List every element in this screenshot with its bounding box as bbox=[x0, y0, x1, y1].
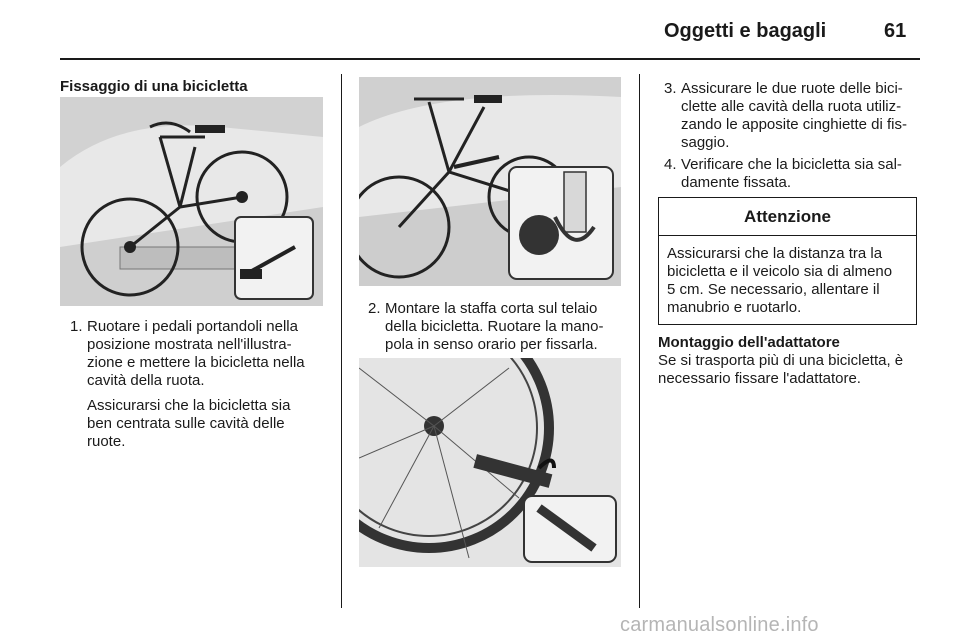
section-heading-adapter: Montaggio dell'adattatore bbox=[658, 334, 840, 351]
step-3-line-3: zando le apposite cinghiette di fis- bbox=[681, 116, 907, 133]
step-3-line-1: Assicurare le due ruote delle bici- bbox=[681, 80, 903, 97]
page-number: 61 bbox=[884, 20, 907, 42]
step-1-note-line-3: ruote. bbox=[87, 433, 126, 450]
warning-body bbox=[667, 245, 912, 317]
step-1-note-line-2: ben centrata sulle cavità delle bbox=[87, 415, 285, 432]
step-2-line-1: Montare la staffa corta sul telaio bbox=[385, 300, 598, 317]
step-1-line-2: posizione mostrata nell'illustra- bbox=[87, 336, 292, 353]
step-1-line-4: cavità della ruota. bbox=[87, 372, 205, 389]
warning-box bbox=[658, 197, 917, 325]
step-4-line-2: damente fissata. bbox=[681, 174, 792, 191]
watermark-text: carmanualsonline.info bbox=[620, 614, 819, 636]
step-1 bbox=[70, 318, 332, 398]
step-3-line-4: saggio. bbox=[681, 134, 730, 151]
step-3-line-2: clette alle cavità della ruota utiliz- bbox=[681, 98, 902, 115]
column-divider-left bbox=[341, 74, 342, 608]
adapter-line-1: Se si trasporta più di una bicicletta, è bbox=[658, 352, 904, 369]
adapter-paragraph bbox=[658, 352, 920, 388]
warning-line-3: 5 cm. Se necessario, allentare il bbox=[667, 281, 880, 298]
step-2-line-3: pola in senso orario per fissarla. bbox=[385, 336, 598, 353]
figure-wheel-strap bbox=[359, 358, 621, 567]
column-divider-right bbox=[639, 74, 640, 608]
section-heading-bike-mounting: Fissaggio di una bicicletta bbox=[60, 78, 248, 95]
bike-pedals-illustration bbox=[60, 97, 323, 306]
step-1-note-line-1: Assicurarsi che la bicicletta sia bbox=[87, 397, 291, 414]
warning-line-2: bicicletta e il veicolo sia di almeno bbox=[667, 263, 893, 280]
wheel-strap-illustration bbox=[359, 358, 621, 567]
step-1-line-1: Ruotare i pedali portandoli nella bbox=[87, 318, 298, 335]
step-4 bbox=[664, 156, 926, 194]
frame-clamp-illustration bbox=[359, 77, 621, 286]
step-4-line-1: Verificare che la bicicletta sia sal- bbox=[681, 156, 902, 173]
step-1-number: 1. bbox=[70, 318, 83, 335]
header-rule bbox=[60, 58, 920, 60]
adapter-line-2: necessario fissare l'adattatore. bbox=[658, 370, 861, 387]
warning-title: Attenzione bbox=[659, 198, 916, 236]
step-2 bbox=[368, 300, 630, 356]
step-4-number: 4. bbox=[664, 156, 677, 173]
warning-line-4: manubrio e ruotarlo. bbox=[667, 299, 802, 316]
figure-frame-clamp bbox=[359, 77, 621, 286]
figure-bike-pedals bbox=[60, 97, 323, 306]
step-3 bbox=[664, 80, 926, 154]
step-1-line-3: zione e mettere la bicicletta nella bbox=[87, 354, 305, 371]
page-title: Oggetti e bagagli bbox=[664, 20, 827, 42]
step-3-number: 3. bbox=[664, 80, 677, 97]
step-2-number: 2. bbox=[368, 300, 381, 317]
step-2-line-2: della bicicletta. Ruotare la mano- bbox=[385, 318, 604, 335]
warning-line-1: Assicurarsi che la distanza tra la bbox=[667, 245, 883, 262]
step-1-note bbox=[87, 397, 332, 451]
